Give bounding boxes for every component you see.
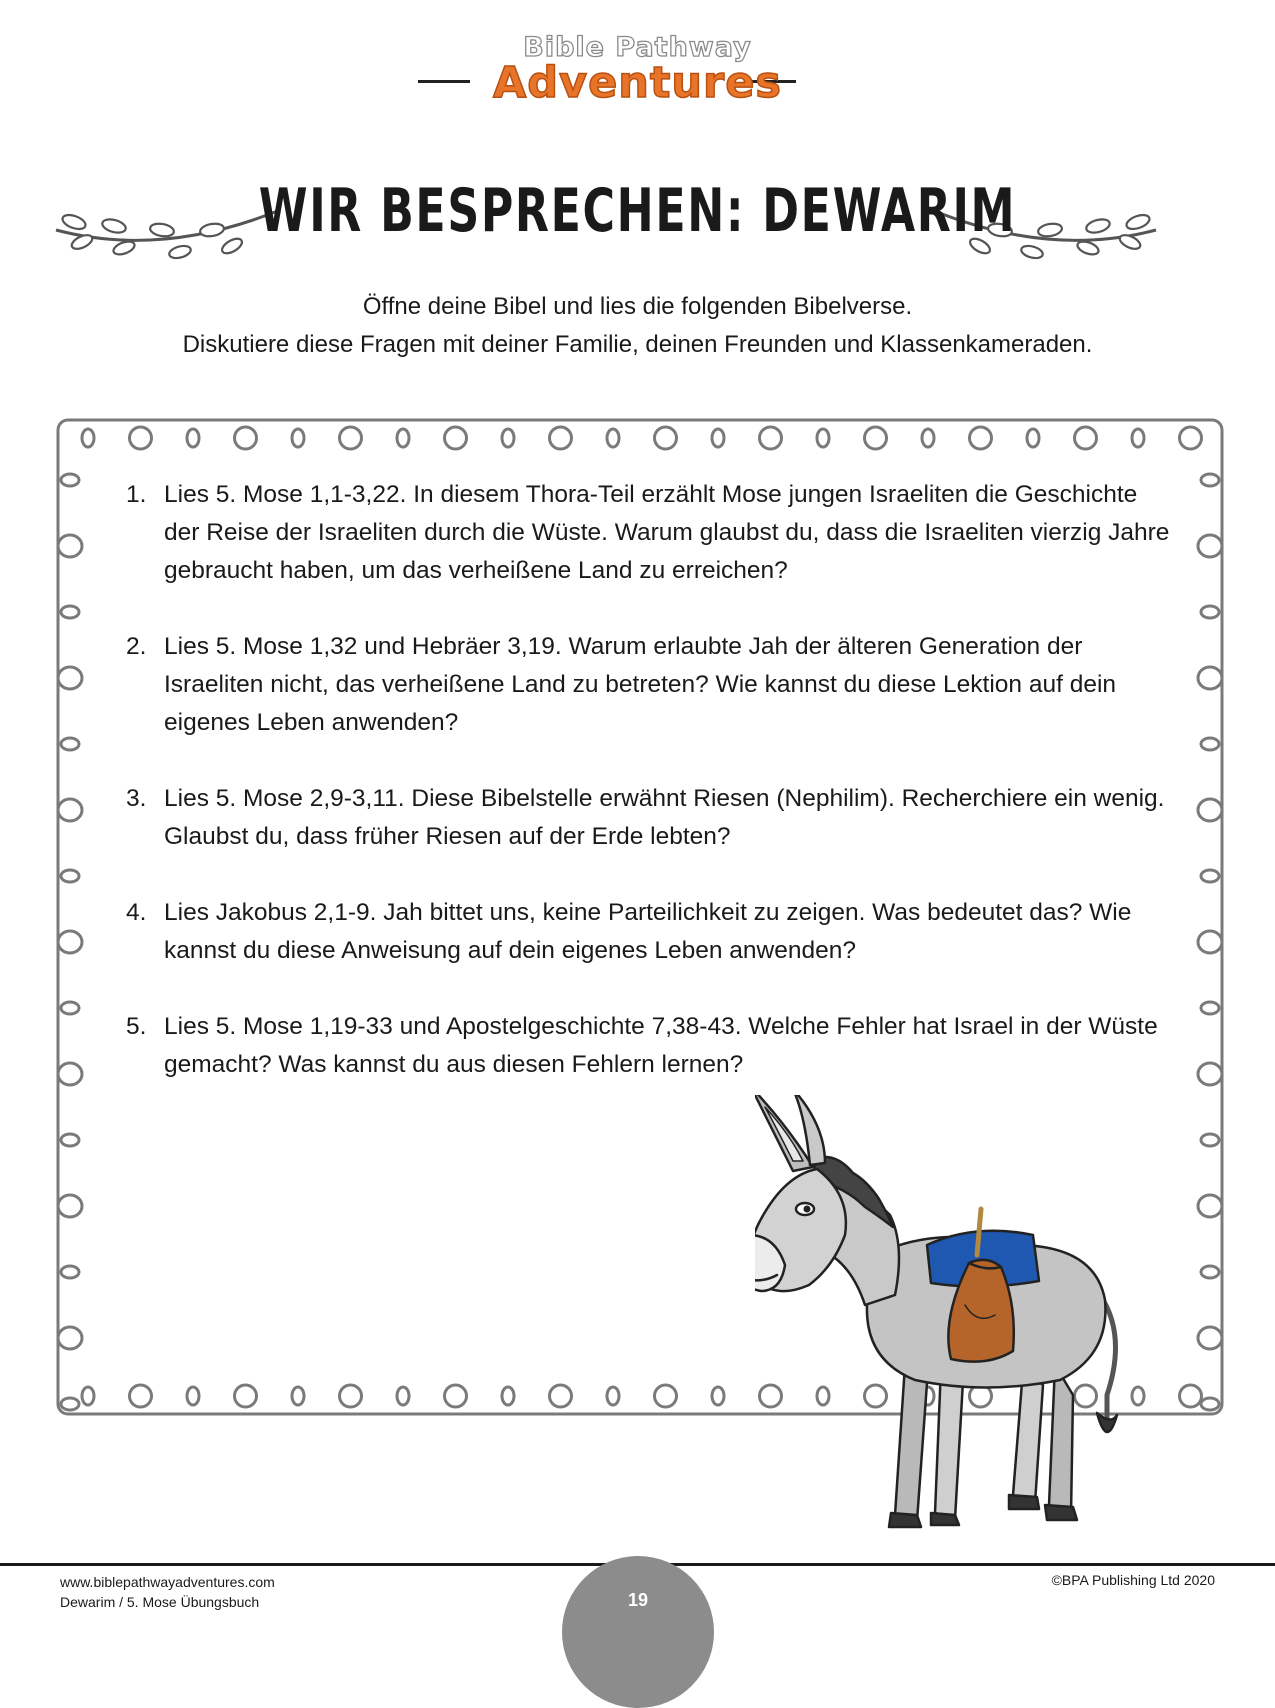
frame-loop: [58, 1063, 82, 1085]
frame-loop: [397, 429, 409, 447]
frame-loop: [607, 429, 619, 447]
question-item: [118, 894, 1178, 970]
frame-loop: [1201, 738, 1219, 750]
frame-loop: [1180, 427, 1202, 449]
logo-text-main: Adventures: [493, 58, 782, 108]
frame-loop: [292, 1387, 304, 1405]
frame-loop: [292, 429, 304, 447]
frame-loop: [235, 1385, 257, 1407]
frame-loop: [1198, 1195, 1222, 1217]
question-item: [118, 780, 1178, 856]
frame-loop: [445, 427, 467, 449]
frame-loop: [1201, 606, 1219, 618]
question-text: Lies 5. Mose 1,32 und Hebräer 3,19. Warum erlaubte Jah der älteren Generation der Israeliten nicht, das verheißene Land zu betreten? Wie kannst du diese Lektion auf dein eigenes Leben anwenden?: [164, 633, 1117, 736]
frame-loop: [187, 429, 199, 447]
frame-loop: [58, 931, 82, 953]
question-number: 1.: [126, 481, 147, 508]
page-title: WIR BESPRECHEN: DEWARIM: [258, 176, 1017, 246]
frame-loop: [130, 427, 152, 449]
question-text: Lies 5. Mose 1,19-33 und Apostelgeschichte 7,38-43. Welche Fehler hat Israel in der Wüste gemacht? Was kannst du aus diesen Fehlern lernen?: [164, 1013, 1158, 1078]
footer-left: [60, 1572, 275, 1612]
question-text: Lies 5. Mose 2,9-3,11. Diese Bibelstelle erwähnt Riesen (Nephilim). Recherchiere ein wenig. Glaubst du, dass früher Riesen auf der Erde lebten?: [164, 785, 1165, 850]
frame-loop: [502, 429, 514, 447]
frame-loop: [1198, 667, 1222, 689]
frame-loop: [58, 799, 82, 821]
frame-loop: [130, 1385, 152, 1407]
frame-loop: [340, 1385, 362, 1407]
frame-loop: [1201, 1002, 1219, 1014]
frame-loop: [340, 427, 362, 449]
frame-loop: [1198, 1063, 1222, 1085]
frame-loop: [1201, 1266, 1219, 1278]
frame-loop: [82, 429, 94, 447]
frame-loop: [61, 474, 79, 486]
frame-loop: [58, 667, 82, 689]
page-number-tab: [562, 1556, 714, 1708]
frame-loop: [235, 427, 257, 449]
intro-text: [0, 288, 1275, 364]
question-text: Lies Jakobus 2,1-9. Jah bittet uns, keine Parteilichkeit zu zeigen. Was bedeutet das? Wie kannst du diese Anweisung auf dein eigenes Leben anwenden?: [164, 899, 1132, 964]
frame-loop: [58, 535, 82, 557]
frame-loop: [187, 1387, 199, 1405]
frame-loop: [1201, 870, 1219, 882]
frame-loop: [61, 870, 79, 882]
footer-copyright: ©BPA Publishing Ltd 2020: [1051, 1572, 1215, 1588]
question-text: Lies 5. Mose 1,1-3,22. In diesem Thora-Teil erzählt Mose jungen Israeliten die Geschichte der Reise der Israeliten durch die Wüste. Warum glaubst du, dass die Israeliten vierzig Jahre gebraucht haben, um das verheißene Land zu erreichen?: [164, 481, 1170, 584]
frame-loop: [445, 1385, 467, 1407]
frame-loop: [58, 1327, 82, 1349]
frame-loop: [397, 1387, 409, 1405]
question-number: 4.: [126, 899, 147, 926]
frame-loop: [712, 429, 724, 447]
frame-loop: [1201, 1134, 1219, 1146]
question-item: [118, 628, 1178, 742]
frame-loop: [655, 427, 677, 449]
question-number: 5.: [126, 1013, 147, 1040]
question-list: [118, 476, 1178, 1084]
frame-loop: [1198, 931, 1222, 953]
donkey-illustration: [755, 1095, 1175, 1535]
frame-loop: [550, 1385, 572, 1407]
logo: [0, 30, 1275, 120]
frame-loop: [1198, 799, 1222, 821]
frame-loop: [817, 429, 829, 447]
frame-loop: [61, 1134, 79, 1146]
frame-loop: [1075, 427, 1097, 449]
frame-loop: [61, 1398, 79, 1410]
question-item: [118, 476, 1178, 590]
frame-loop: [1180, 1385, 1202, 1407]
intro-line-1: Öffne deine Bibel und lies die folgenden Bibelverse.: [362, 293, 913, 320]
frame-loop: [1027, 429, 1039, 447]
frame-loop: [502, 1387, 514, 1405]
page-number: 19: [627, 1590, 649, 1610]
frame-loop: [1198, 1327, 1222, 1349]
frame-loop: [760, 427, 782, 449]
frame-loop: [82, 1387, 94, 1405]
frame-loop: [607, 1387, 619, 1405]
frame-loop: [970, 427, 992, 449]
frame-loop: [865, 427, 887, 449]
frame-loop: [61, 1002, 79, 1014]
frame-loop: [1198, 535, 1222, 557]
frame-loop: [712, 1387, 724, 1405]
logo-text-top: Bible Pathway: [523, 32, 752, 63]
question-number: 2.: [126, 633, 147, 660]
question-number: 3.: [126, 785, 147, 812]
frame-loop: [58, 1195, 82, 1217]
footer-website: www.biblepathwayadventures.com: [60, 1574, 275, 1590]
frame-loop: [1132, 429, 1144, 447]
frame-loop: [550, 427, 572, 449]
question-item: [118, 1008, 1178, 1084]
frame-loop: [61, 606, 79, 618]
frame-loop: [61, 1266, 79, 1278]
frame-loop: [655, 1385, 677, 1407]
frame-loop: [61, 738, 79, 750]
frame-loop: [922, 429, 934, 447]
intro-line-2: Diskutiere diese Fragen mit deiner Familie, deinen Freunden und Klassenkameraden.: [182, 331, 1093, 358]
frame-loop: [1201, 1398, 1219, 1410]
footer-book-title: Dewarim / 5. Mose Übungsbuch: [60, 1594, 260, 1610]
frame-loop: [1201, 474, 1219, 486]
